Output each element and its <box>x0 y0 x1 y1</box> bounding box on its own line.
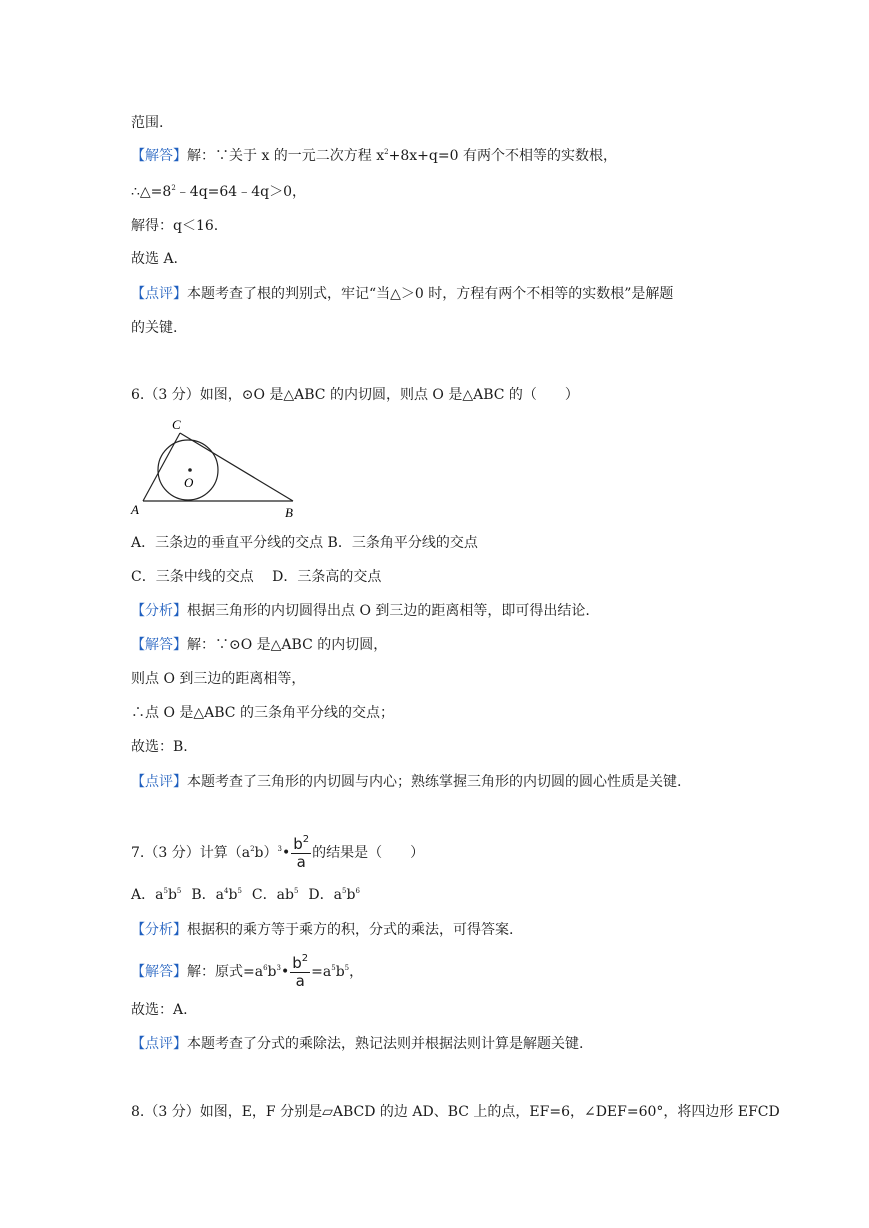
q6-answer-line3: ∴点 O 是△ABC 的三条角平分线的交点； <box>131 705 394 721</box>
q7-option: B．$a^4b^5$ <box>191 887 242 903</box>
label-o: O <box>184 475 194 490</box>
q7-option: A．$a^5b^5$ <box>131 887 182 903</box>
q5-discriminant: $\therefore\triangle=8^2﹣4q=64﹣4q>0$， <box>131 184 306 200</box>
q5-review-cont: 的关键. <box>131 320 178 336</box>
q5-solution: 解得：q＜16. <box>131 218 219 234</box>
q6-options-1: A．三条边的垂直平分线的交点 B．三条角平分线的交点 <box>131 535 478 551</box>
q6-title: 6.（3 分）如图，⊙O 是△ABC 的内切圆，则点 O 是△ABC 的（ ） <box>131 387 579 403</box>
center-point <box>188 468 192 472</box>
label-c: C <box>172 417 181 432</box>
review-tag: 【点评】 <box>131 1036 187 1052</box>
q6-analysis: 【分析】根据三角形的内切圆得出点 O 到三边的距离相等，即可得出结论. <box>131 603 590 619</box>
label-a: A <box>131 502 139 517</box>
q6-review: 【点评】本题考查了三角形的内切圆与内心；熟练掌握三角形的内切圆的圆心性质是关键. <box>131 774 682 790</box>
q5-line-range: 范围. <box>131 115 164 131</box>
incircle <box>158 440 218 500</box>
fraction: $\frac{b^2}{a}$ <box>293 833 310 871</box>
review-tag: 【点评】 <box>131 286 187 302</box>
analysis-tag: 【分析】 <box>131 922 187 938</box>
q6-answer-line2: 则点 O 到三边的距离相等， <box>131 671 306 687</box>
q7-review: 【点评】本题考查了分式的乘除法，熟记法则并根据法则计算是解题关键. <box>131 1036 584 1052</box>
q7-title: 7.（3 分）计算$(a^2b)^3•$ $\frac{b^2}{a}$ 的结果是（ ） <box>131 833 425 871</box>
answer-tag: 【解答】 <box>131 964 187 980</box>
answer-tag: 【解答】 <box>131 637 187 653</box>
label-b: B <box>285 505 293 520</box>
q5-choice: 故选 A. <box>131 251 179 267</box>
analysis-tag: 【分析】 <box>131 603 187 619</box>
q5-review: 【点评】本题考查了根的判别式，牢记“当△＞0 时，方程有两个不相等的实数根”是解题 <box>131 286 674 302</box>
triangle-incircle-figure <box>128 413 303 523</box>
answer-tag: 【解答】 <box>131 148 187 164</box>
q5-answer: 【解答】解：∵关于 x 的一元二次方程 $x^2+8x+q=0$ 有两个不相等的实数根， <box>131 148 617 164</box>
q6-choice: 故选：B. <box>131 739 188 755</box>
q7-options <box>131 885 370 905</box>
fraction: $\frac{b^2}{a}$ <box>292 952 309 990</box>
side-bc <box>180 433 293 501</box>
q6-answer: 【解答】解：∵⊙O 是△ABC 的内切圆， <box>131 637 388 653</box>
q7-answer: 【解答】解：原式$=a^6b^3•$ $\frac{b^2}{a}$ $=a^5b^5$， <box>131 952 364 990</box>
q6-options-2: C．三条中线的交点 D．三条高的交点 <box>131 569 382 585</box>
q8-title: 8.（3 分）如图，E，F 分别是▱ABCD 的边 AD、BC 上的点，EF=6，∠DEF=60°，将四边形 EFCD <box>131 1104 780 1120</box>
q7-analysis: 【分析】根据积的乘方等于乘方的积，分式的乘法，可得答案. <box>131 922 514 938</box>
q7-option: D．$a^5b^6$ <box>308 887 360 903</box>
q7-option: C．$ab^5$ <box>251 887 299 903</box>
review-tag: 【点评】 <box>131 774 187 790</box>
q7-choice: 故选：A. <box>131 1002 188 1018</box>
